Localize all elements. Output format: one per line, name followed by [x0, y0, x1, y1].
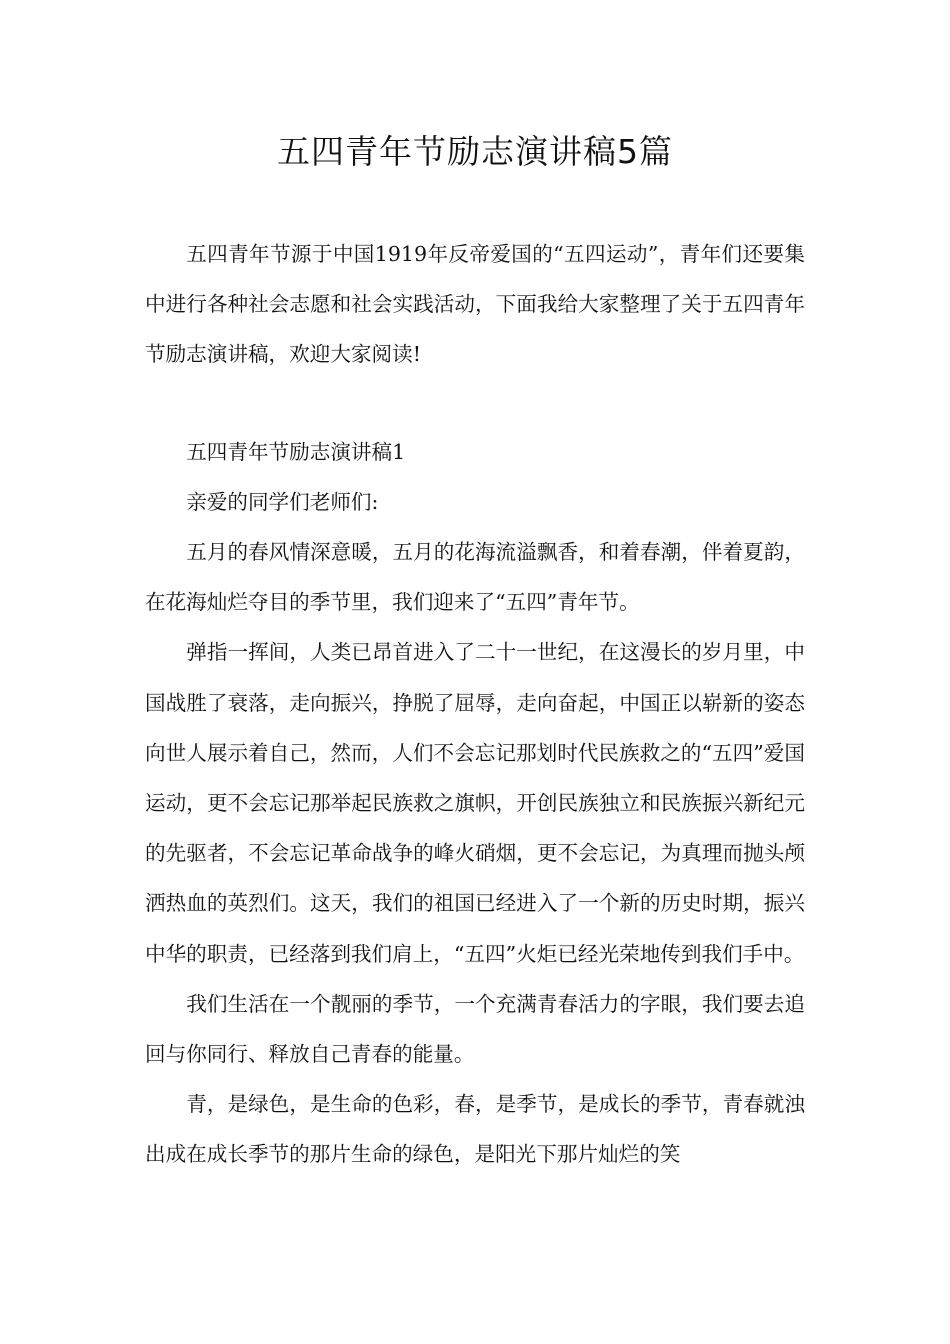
- document-title: 五四青年节励志演讲稿5篇: [277, 132, 673, 171]
- body-paragraph: 五月的春风情深意暖，五月的花海流溢飘香，和着春潮，伴着夏韵，在花海灿烂夺目的季节里，我们迎来了“五四”青年节。: [145, 540, 805, 615]
- greeting: 亲爱的同学们老师们:: [186, 489, 379, 514]
- document-body: [145, 229, 805, 1180]
- body-paragraph: 我们生活在一个靓丽的季节，一个充满青春活力的字眼，我们要去追回与你同行、释放自己青春的能量。: [145, 991, 805, 1067]
- section-heading: 五四青年节励志演讲稿1: [186, 439, 406, 464]
- intro-paragraph: 五四青年节源于中国1919年反帝爱国的“五四运动”，青年们还要集中进行各种社会志愿和社会实践活动，下面我给大家整理了关于五四青年节励志演讲稿，欢迎大家阅读!: [145, 242, 805, 367]
- spacer: [145, 380, 805, 427]
- body-paragraph: 弹指一挥间，人类已昂首进入了二十一世纪，在这漫长的岁月里，中国战胜了衰落，走向振兴，挣脱了屈辱，走向奋起，中国正以崭新的姿态向世人展示着自己，然而，人们不会忘记那划时代民族救之的“五四”爱国运动，更不会忘记那举起民族救之旗帜，开创民族独立和民族振兴新纪元的先驱者，不会忘记革命战争的峰火硝烟，更不会忘记，为真理而抛头颅洒热血的英烈们。这天，我们的祖国已经进入了一个新的历史时期，振兴中华的职责，已经落到我们肩上，“五四”火炬已经光荣地传到我们手中。: [145, 640, 805, 966]
- body-paragraph: 青，是绿色，是生命的色彩，春，是季节，是成长的季节，青春就浊出成在成长季节的那片生命的绿色，是阳光下那片灿烂的笑: [145, 1092, 805, 1167]
